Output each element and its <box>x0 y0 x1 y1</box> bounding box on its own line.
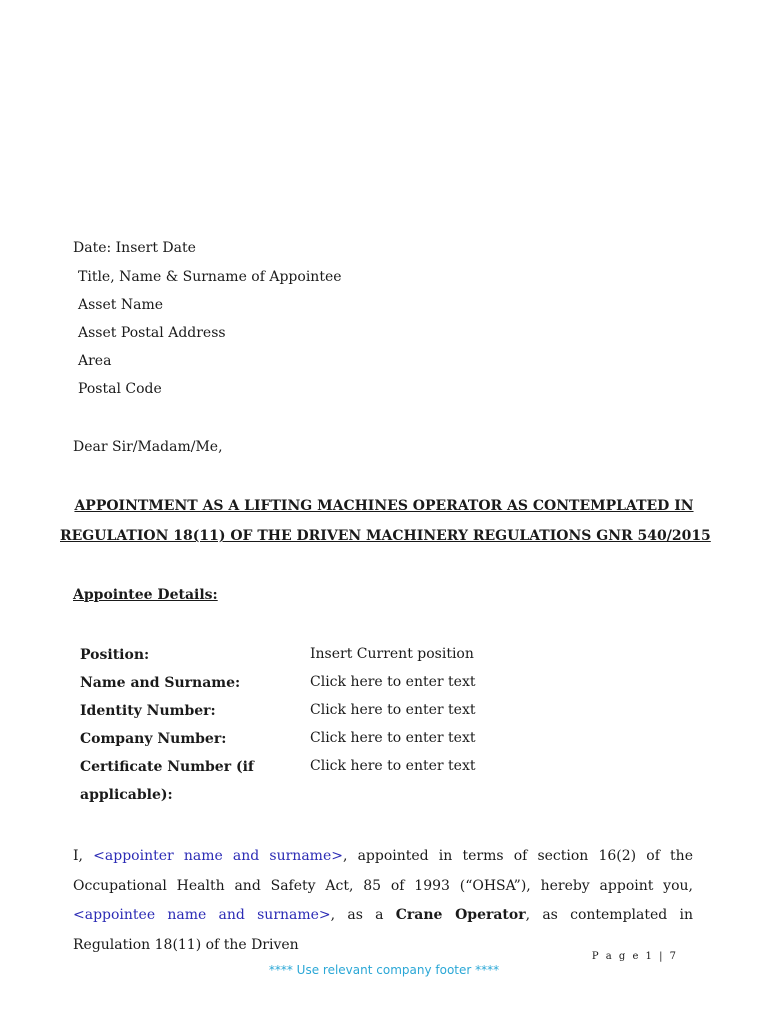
address-line-area: Area <box>78 353 112 369</box>
address-line-postal-address: Asset Postal Address <box>78 325 226 341</box>
appointer-placeholder-field[interactable]: <appointer name and surname> <box>93 848 343 864</box>
role-text: Crane Operator <box>395 907 526 923</box>
heading-line-2: REGULATION 18(11) OF THE DRIVEN MACHINERY REGULATIONS GNR 540/2015 <box>60 528 711 544</box>
detail-label: Certificate Number (if applicable): <box>80 759 254 803</box>
detail-value-field[interactable]: Click here to enter text <box>310 674 476 690</box>
heading-line-1: APPOINTMENT AS A LIFTING MACHINES OPERATOR AS CONTEMPLATED IN <box>74 498 694 514</box>
detail-value-field[interactable]: Click here to enter text <box>310 758 476 774</box>
detail-label: Name and Surname: <box>80 675 241 691</box>
address-line-appointee: Title, Name & Surname of Appointee <box>78 269 342 285</box>
paragraph-text: , as a <box>330 907 396 923</box>
appointment-paragraph <box>73 842 693 960</box>
appointee-placeholder-field[interactable]: <appointee name and surname> <box>73 907 331 923</box>
page-number: P a g e 1 | 7 <box>591 951 678 962</box>
address-line-postal-code: Postal Code <box>78 381 162 397</box>
paragraph-text: , as contemplated in Regulation 18(11) of the Driven <box>73 907 693 953</box>
detail-value-field[interactable]: Insert Current position <box>310 646 474 662</box>
appointee-details-title: Appointee Details: <box>73 587 218 603</box>
salutation: Dear Sir/Madam/Me, <box>73 439 223 455</box>
detail-label: Position: <box>80 647 150 663</box>
detail-label: Identity Number: <box>80 703 216 719</box>
footer-note: **** Use relevant company footer **** <box>268 963 500 977</box>
date-line: Date: Insert Date <box>73 240 196 256</box>
detail-value-field[interactable]: Click here to enter text <box>310 730 476 746</box>
detail-label: Company Number: <box>80 731 227 747</box>
detail-value-field[interactable]: Click here to enter text <box>310 702 476 718</box>
address-line-asset-name: Asset Name <box>78 297 163 313</box>
paragraph-text: I, <box>73 848 94 864</box>
paragraph-text: , appointed in terms of section 16(2) of the Occupational Health and Safety Act, 85 of 1993 (“OHSA”), hereby appoint you, <box>73 848 693 894</box>
